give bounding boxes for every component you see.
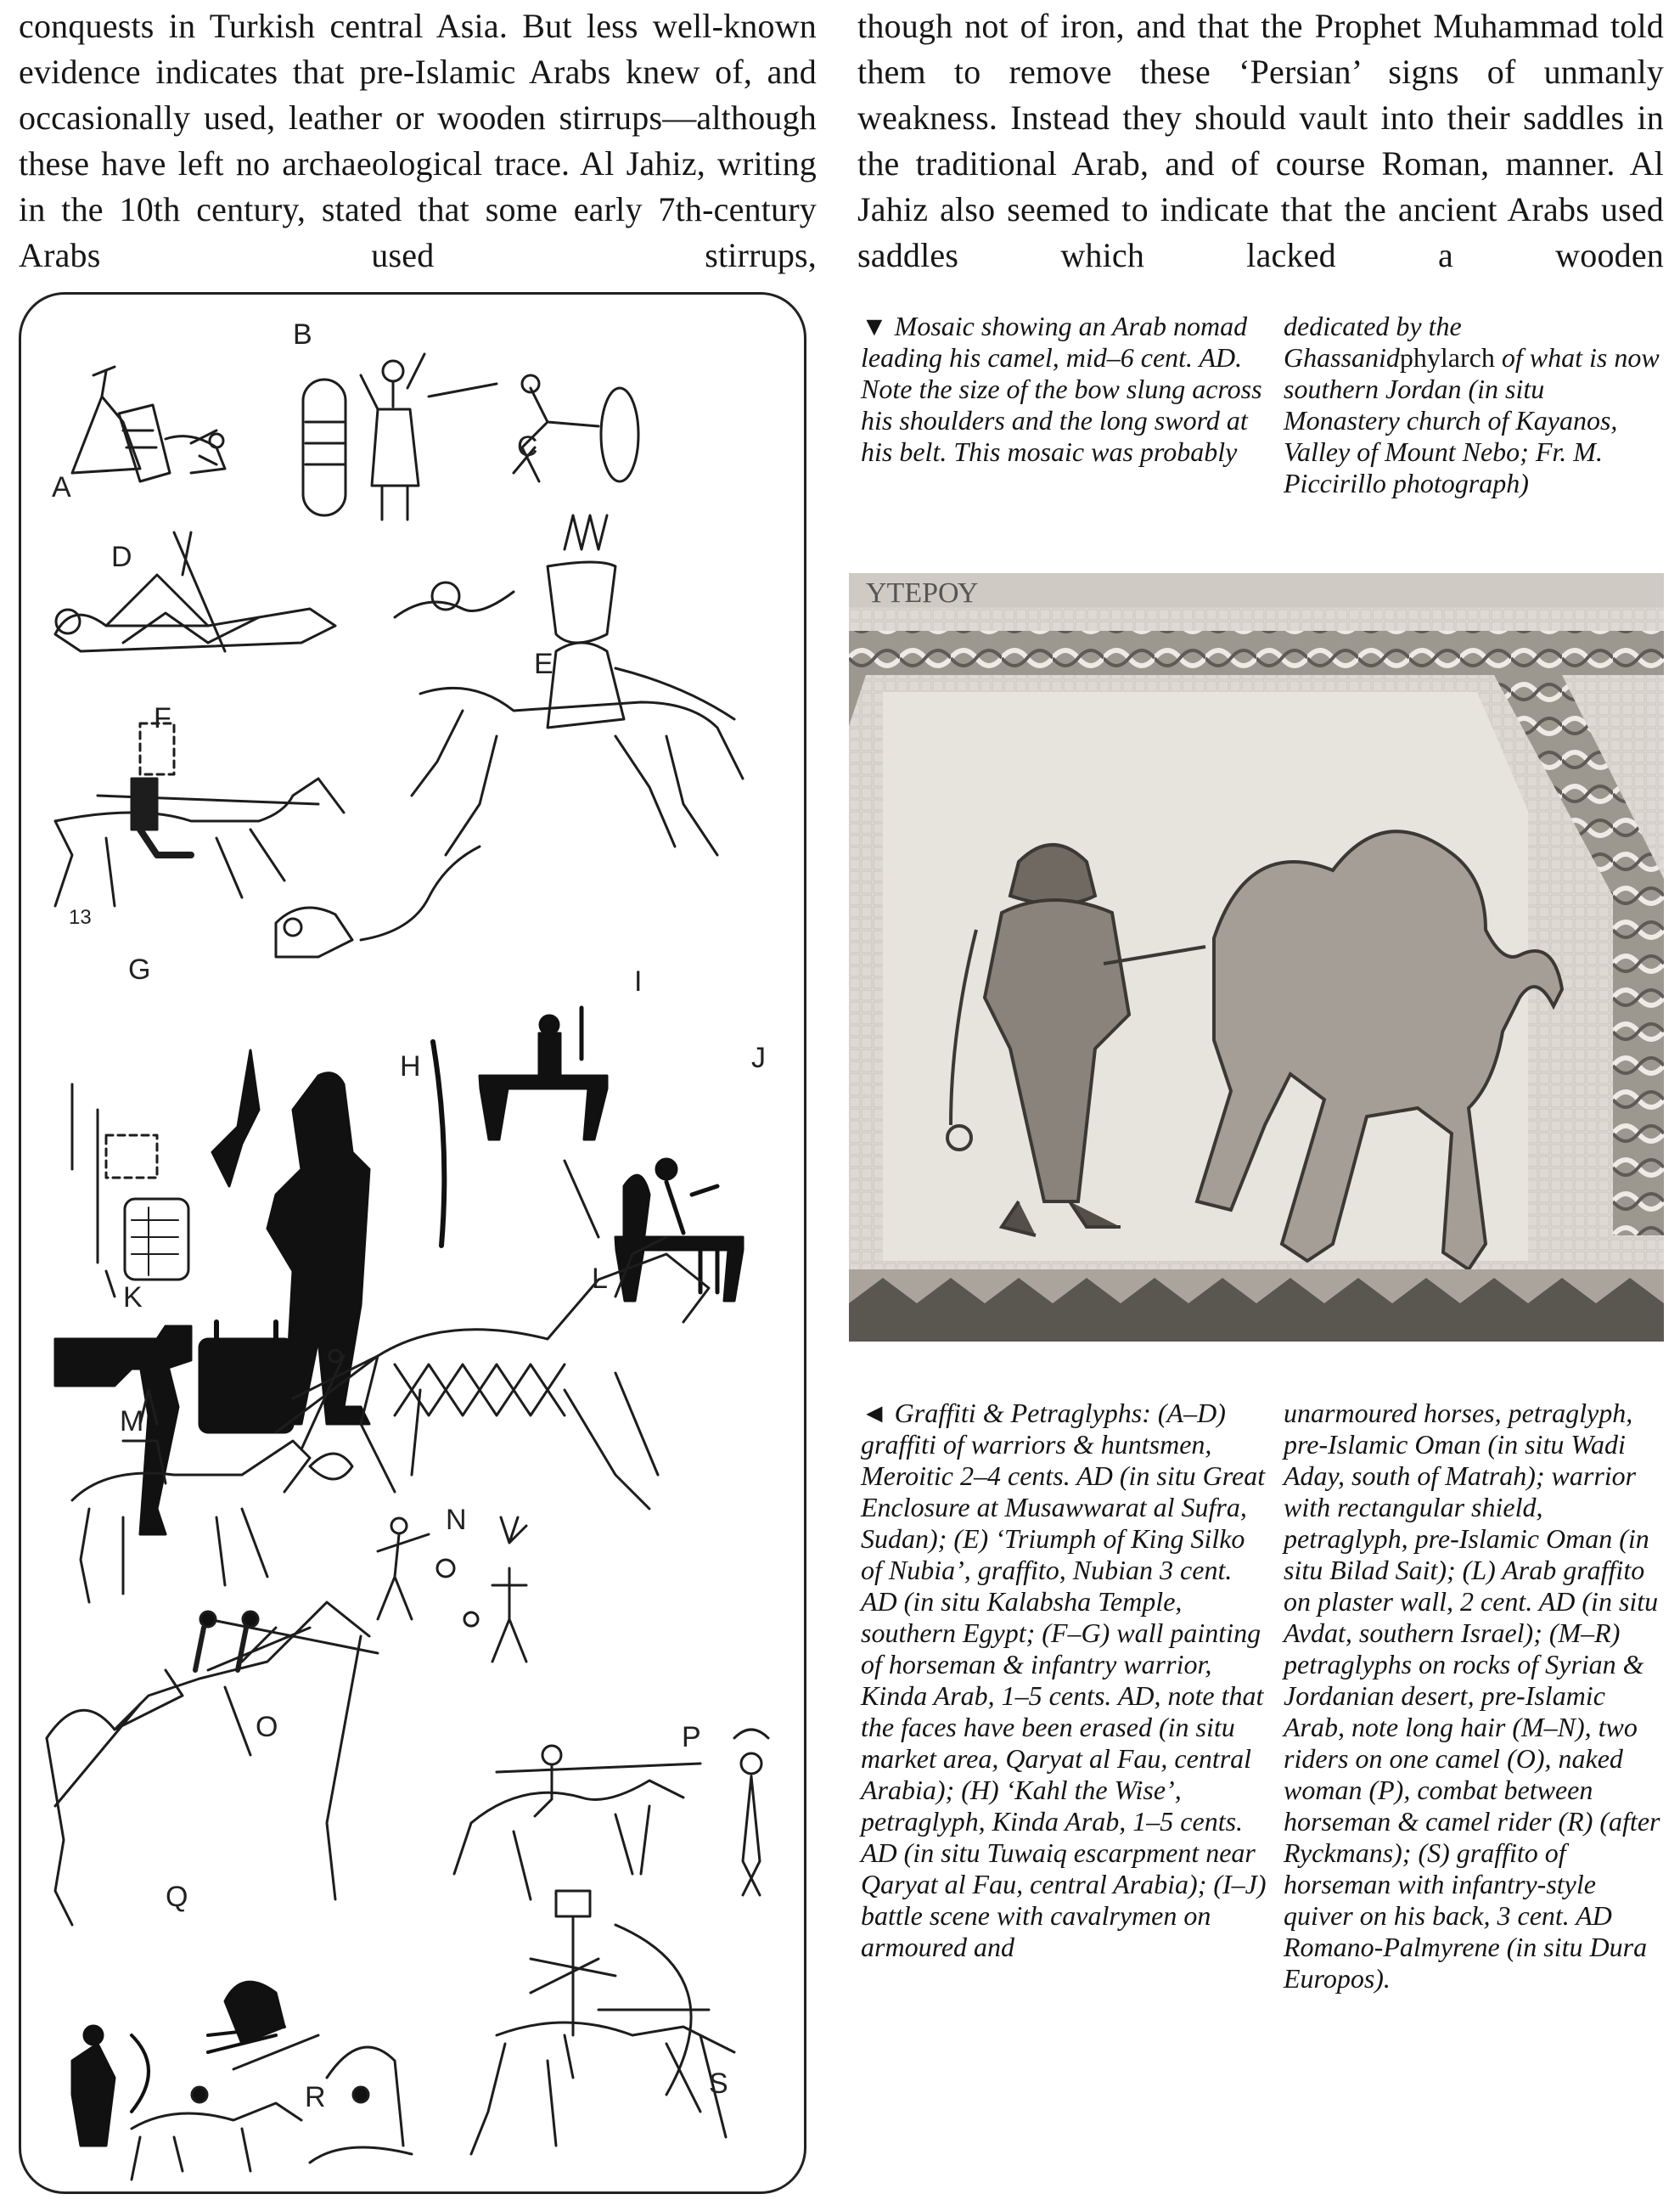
drawing-k: [55, 1322, 293, 1534]
mosaic-caption-col2-pre: dedicated by the: [1284, 311, 1462, 341]
figure-label-o: O: [256, 1711, 278, 1743]
figure-label-s: S: [709, 2068, 728, 2100]
figure-label-a: A: [52, 471, 71, 504]
mosaic-caption-col1: [861, 311, 1268, 468]
drawing-c: [429, 375, 638, 481]
mosaic-caption-col2-rest: of what is now southern Jordan (in situ Monastery church of Kayanos, Valley of Mount Nebo; Fr. M. Piccirillo photograph): [1284, 342, 1660, 498]
drawing-s: [471, 1891, 734, 2154]
mosaic-inscription: ΥΤΕΡΟΥ: [866, 577, 979, 609]
figure-label-j: J: [751, 1042, 766, 1074]
caption-marker-down: ▼: [861, 311, 888, 341]
figure-label-g: G: [128, 954, 151, 986]
mosaic-caption-col2: [1284, 311, 1666, 499]
drawing-n: [208, 1517, 526, 1662]
figure-label-n: N: [446, 1504, 467, 1536]
drawing-d: [55, 532, 335, 651]
figure-label-q: Q: [166, 1881, 188, 1913]
figure-label-b: B: [293, 318, 312, 351]
drawing-i-j: [480, 1008, 743, 1301]
graffiti-figure-plate: [19, 292, 806, 2194]
figure-label-p: P: [682, 1721, 701, 1753]
figure-label-h: H: [400, 1050, 421, 1083]
figure-label-d: D: [111, 541, 132, 573]
mosaic-illustration: [849, 573, 1664, 1342]
body-text-right-column: though not of iron, and that the Prophet Muhammad told them to remove these ‘Persian’ signs of unmanly weakness. Instead they should vault into their saddles in the traditional Arab, and of course Roman, manner. Al Jahiz also seemed to indicate that the ancient Arabs used saddles which lacked a wooden: [857, 7, 1664, 274]
body-text-left-column: conquests in Turkish central Asia. But less well-known evidence indicates that pre-Islamic Arabs knew of, and occasionally used, leather or wooden stirrups—although these have left no archaeological trace. Al Jahiz, writing in the 10th century, stated that some early 7th-century Arabs used stirrups,: [19, 7, 817, 274]
figure-label-r: R: [305, 2081, 326, 2113]
graffiti-caption-col1-text: Graffiti & Petraglyphs: (A–D) graffiti of warriors & huntsmen, Meroitic 2–4 cents. AD (in situ Great Enclosure at Musawwarat al Sufra, Sudan); (E) ‘Triumph of King Silko of Nubia’, graffito, Nubian 3 cent. AD (in situ Kalabsha Temple, southern Egypt; (F–G) wall painting of horseman & infantry warrior, Kinda Arab, 1–5 cents. AD, note that the faces have been erased (in situ market area, Qaryat al Fau, central Arabia); (H) ‘Kahl the Wise’, petraglyph, Kinda Arab, 1–5 cents. AD (in situ Tuwaiq escarpment near Qaryat al Fau, central Arabia); (I–J) battle scene with cavalrymen on armoured and: [861, 1398, 1267, 1962]
drawing-p: [454, 1730, 768, 1899]
figure-label-e: E: [534, 648, 553, 680]
figure-label-m: M: [120, 1405, 144, 1437]
mosaic-photograph: [849, 573, 1664, 1342]
drawing-e: [276, 515, 743, 957]
drawing-q: [72, 1982, 284, 2146]
mosaic-caption-col2-upright: phylarch: [1399, 342, 1495, 373]
figure-label-l: L: [592, 1263, 608, 1295]
caption-marker-left: ◄: [861, 1398, 888, 1428]
mosaic-caption-col1-text: Mosaic showing an Arab nomad leading his camel, mid–6 cent. AD. Note the size of the bow slung across his shoulders and the long sword at his belt. This mosaic was probably: [861, 311, 1262, 467]
figure-label-i: I: [634, 965, 643, 998]
graffiti-drawings: [21, 295, 804, 2191]
figure-tag-label: 13: [69, 906, 92, 929]
drawing-g: [72, 1084, 188, 1297]
mosaic-caption-col2-italic1: Ghassanid: [1284, 342, 1400, 373]
drawing-b: [303, 354, 424, 520]
graffiti-caption-col2: unarmoured horses, petraglyph, pre-Islamic Oman (in situ Wadi Aday, south of Matrah); warrior with rectangular shield, petraglyph, pre-Islamic Oman (in situ Bilad Sait); (L) Arab graffito on plaster wall, 2 cent. AD (in situ Avdat, southern Israel); (M–R) petraglyphs on rocks of Syrian & Jordanian desert, pre-Islamic Arab, note long hair (M–N), two riders on one camel (O), naked woman (P), combat between horseman & camel rider (R) (after Ryckmans); (S) graffito of horseman with infantry-style quiver on his back, 3 cent. AD Romano-Palmyrene (in situ Dura Europos).: [1284, 1398, 1660, 1994]
drawing-r: [132, 2035, 412, 2180]
drawing-a: [72, 367, 225, 481]
figure-label-k: K: [123, 1281, 143, 1314]
drawing-f: [55, 723, 344, 906]
figure-label-c: C: [517, 430, 538, 463]
graffiti-caption-col1: [861, 1398, 1268, 1963]
figure-label-f: F: [154, 702, 171, 734]
drawing-o: [47, 1602, 369, 1925]
